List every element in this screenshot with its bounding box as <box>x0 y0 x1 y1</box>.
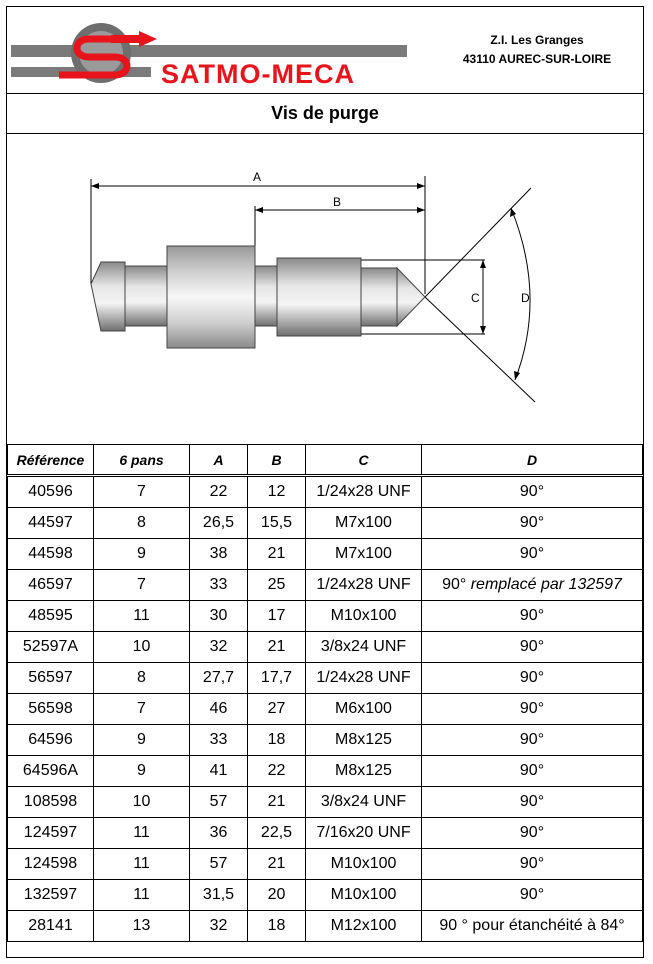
table-row <box>8 476 643 508</box>
a-cell: 38 <box>190 539 248 570</box>
d-cell <box>422 849 643 880</box>
bleed-screw-drawing <box>7 134 643 444</box>
table-row <box>8 632 643 663</box>
c-cell: M7x100 <box>306 539 422 570</box>
dim-a-label: A <box>253 170 262 184</box>
d-value: 90° <box>442 576 467 593</box>
table-row <box>8 694 643 725</box>
c-cell: 3/8x24 UNF <box>306 787 422 818</box>
d-value: 90° <box>519 638 545 655</box>
c-cell: 1/24x28 UNF <box>306 476 422 508</box>
c-cell: M6x100 <box>306 694 422 725</box>
col-header-a: A <box>190 445 248 476</box>
d-cell <box>422 663 643 694</box>
b-cell: 21 <box>248 539 306 570</box>
table-row <box>8 601 643 632</box>
d-cell <box>422 508 643 539</box>
reference-cell: 40596 <box>8 476 94 508</box>
reference-cell: 48595 <box>8 601 94 632</box>
table-row <box>8 725 643 756</box>
b-cell: 20 <box>248 880 306 911</box>
c-cell: M10x100 <box>306 880 422 911</box>
d-cell <box>422 539 643 570</box>
d-value: 90° <box>519 483 545 500</box>
a-cell: 46 <box>190 694 248 725</box>
a-cell: 32 <box>190 632 248 663</box>
table-row <box>8 756 643 787</box>
d-value: 90° <box>519 669 545 686</box>
a-cell: 57 <box>190 849 248 880</box>
page-title: Vis de purge <box>7 93 643 134</box>
d-value: 90° <box>519 607 545 624</box>
c-cell: 3/8x24 UNF <box>306 632 422 663</box>
b-cell: 15,5 <box>248 508 306 539</box>
b-cell: 21 <box>248 849 306 880</box>
six-pans-cell: 13 <box>94 911 190 942</box>
b-cell: 17,7 <box>248 663 306 694</box>
a-cell: 30 <box>190 601 248 632</box>
d-cell <box>422 818 643 849</box>
six-pans-cell: 9 <box>94 725 190 756</box>
b-cell: 27 <box>248 694 306 725</box>
d-cell <box>422 756 643 787</box>
table-row <box>8 787 643 818</box>
a-cell: 32 <box>190 911 248 942</box>
six-pans-cell: 8 <box>94 663 190 694</box>
reference-cell: 28141 <box>8 911 94 942</box>
reference-cell: 132597 <box>8 880 94 911</box>
table-row <box>8 880 643 911</box>
c-cell: 1/24x28 UNF <box>306 663 422 694</box>
reference-cell: 64596A <box>8 756 94 787</box>
d-value: 90 ° pour étanchéité à 84° <box>439 917 625 934</box>
dim-d-label: D <box>521 291 530 305</box>
d-cell <box>422 476 643 508</box>
d-cell <box>422 632 643 663</box>
d-cell <box>422 570 643 601</box>
reference-cell: 64596 <box>8 725 94 756</box>
b-cell: 21 <box>248 787 306 818</box>
d-value: 90° <box>519 762 545 779</box>
d-value: 90° <box>519 824 545 841</box>
b-cell: 22,5 <box>248 818 306 849</box>
d-cell <box>422 601 643 632</box>
d-value: 90° <box>519 855 545 872</box>
col-header-d: D <box>422 445 643 476</box>
a-cell: 22 <box>190 476 248 508</box>
b-cell: 12 <box>248 476 306 508</box>
table-row <box>8 663 643 694</box>
a-cell: 33 <box>190 725 248 756</box>
reference-cell: 56598 <box>8 694 94 725</box>
header <box>7 7 643 94</box>
c-cell: M10x100 <box>306 601 422 632</box>
a-cell: 41 <box>190 756 248 787</box>
c-cell: 7/16x20 UNF <box>306 818 422 849</box>
d-cell <box>422 694 643 725</box>
six-pans-cell: 11 <box>94 849 190 880</box>
d-cell <box>422 880 643 911</box>
a-cell: 33 <box>190 570 248 601</box>
a-cell: 36 <box>190 818 248 849</box>
six-pans-cell: 7 <box>94 570 190 601</box>
reference-cell: 44597 <box>8 508 94 539</box>
col-header-reference: Référence <box>8 445 94 476</box>
d-value: 90° <box>519 731 545 748</box>
six-pans-cell: 7 <box>94 476 190 508</box>
datasheet <box>6 6 644 958</box>
table-row <box>8 818 643 849</box>
six-pans-cell: 11 <box>94 818 190 849</box>
six-pans-cell: 11 <box>94 601 190 632</box>
b-cell: 21 <box>248 632 306 663</box>
table-row <box>8 539 643 570</box>
table-row <box>8 911 643 942</box>
b-cell: 17 <box>248 601 306 632</box>
table-row <box>8 508 643 539</box>
a-cell: 27,7 <box>190 663 248 694</box>
address-line2: 43110 AUREC-SUR-LOIRE <box>462 52 612 66</box>
dim-c-label: C <box>471 291 480 305</box>
col-header-6-pans: 6 pans <box>94 445 190 476</box>
d-value: 90° <box>519 793 545 810</box>
reference-cell: 52597A <box>8 632 94 663</box>
col-header-c: C <box>306 445 422 476</box>
reference-cell: 108598 <box>8 787 94 818</box>
c-cell: 1/24x28 UNF <box>306 570 422 601</box>
reference-cell: 44598 <box>8 539 94 570</box>
d-cell <box>422 787 643 818</box>
a-cell: 26,5 <box>190 508 248 539</box>
address-line1: Z.I. Les Granges <box>490 33 584 47</box>
company-address <box>437 31 637 69</box>
brand-name: SATMO-MECA <box>161 59 355 85</box>
c-cell: M12x100 <box>306 911 422 942</box>
d-value: 90° <box>519 545 545 562</box>
d-cell <box>422 725 643 756</box>
table-header-row <box>8 445 643 476</box>
table-row <box>8 570 643 601</box>
reference-cell: 124597 <box>8 818 94 849</box>
b-cell: 25 <box>248 570 306 601</box>
six-pans-cell: 8 <box>94 508 190 539</box>
col-header-b: B <box>248 445 306 476</box>
reference-cell: 56597 <box>8 663 94 694</box>
b-cell: 18 <box>248 725 306 756</box>
c-cell: M10x100 <box>306 849 422 880</box>
six-pans-cell: 10 <box>94 787 190 818</box>
six-pans-cell: 10 <box>94 632 190 663</box>
six-pans-cell: 11 <box>94 880 190 911</box>
reference-cell: 46597 <box>8 570 94 601</box>
replacement-note: remplacé par 132597 <box>470 576 622 593</box>
c-cell: M7x100 <box>306 508 422 539</box>
a-cell: 31,5 <box>190 880 248 911</box>
b-cell: 22 <box>248 756 306 787</box>
dim-b-label: B <box>333 195 342 209</box>
six-pans-cell: 9 <box>94 539 190 570</box>
c-cell: M8x125 <box>306 725 422 756</box>
table-row <box>8 849 643 880</box>
b-cell: 18 <box>248 911 306 942</box>
d-value: 90° <box>519 514 545 531</box>
reference-cell: 124598 <box>8 849 94 880</box>
reference-table <box>7 444 643 942</box>
c-cell: M8x125 <box>306 756 422 787</box>
d-cell <box>422 911 643 942</box>
six-pans-cell: 9 <box>94 756 190 787</box>
d-value: 90° <box>519 700 545 717</box>
satmo-meca-logo <box>11 21 411 85</box>
six-pans-cell: 7 <box>94 694 190 725</box>
a-cell: 57 <box>190 787 248 818</box>
d-value: 90° <box>519 886 545 903</box>
table-body <box>8 476 643 942</box>
